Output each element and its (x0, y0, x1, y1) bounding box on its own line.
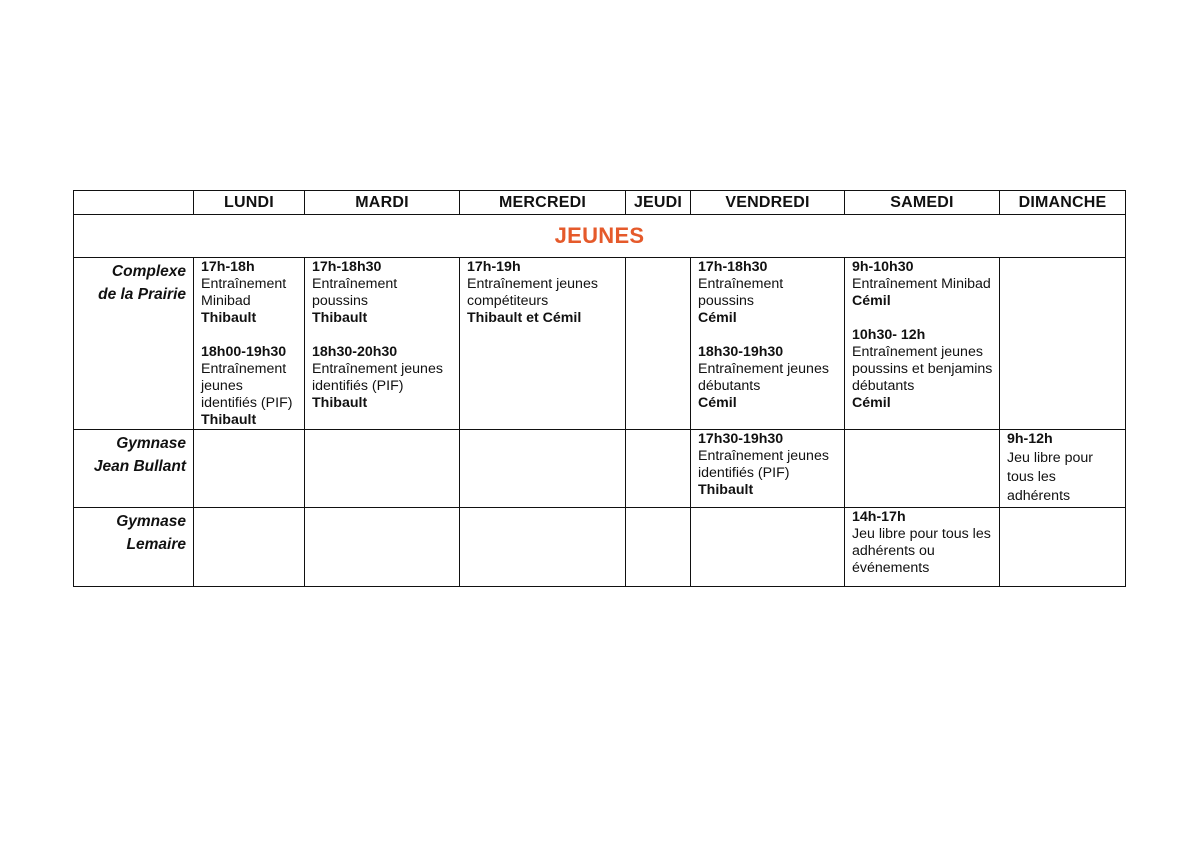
venue-name-line1: Gymnase (116, 435, 186, 452)
session-coach: Thibault et Cémil (467, 310, 582, 326)
session-coach: Cémil (852, 293, 891, 309)
session-time: 18h30-20h30 (312, 344, 398, 360)
venue-row-bullant (74, 430, 1126, 508)
session-block (201, 259, 298, 327)
session-coach: Thibault (698, 482, 754, 498)
session-desc: Entraînement jeunes débutants (698, 361, 829, 394)
venue-name-line2: de la Prairie (98, 286, 186, 303)
session-desc: Entraînement jeunes compétiteurs (467, 276, 598, 309)
session-desc: Entraînement jeunes identifiés (PIF) (698, 448, 829, 481)
cell-lemaire-dimanche (1000, 508, 1126, 587)
venue-name (74, 258, 194, 430)
session-time: 9h-12h (1007, 431, 1053, 447)
session-desc: Entraînement Minibad (852, 276, 991, 292)
cell-bullant-samedi (845, 430, 1000, 508)
session-coach: Cémil (698, 395, 737, 411)
day-header-mercredi: MERCREDI (460, 191, 626, 215)
session-time: 17h-18h (201, 259, 255, 275)
session-time: 17h-19h (467, 259, 521, 275)
venue-name-line1: Complexe (111, 263, 186, 280)
day-header-dimanche: DIMANCHE (1000, 191, 1126, 215)
session-time: 14h-17h (852, 509, 906, 525)
cell-lemaire-lundi (194, 508, 305, 587)
section-cell (74, 215, 1126, 258)
session-block (1007, 431, 1119, 506)
cell-prairie-mardi (305, 258, 460, 430)
session-desc: Entraînement jeunes poussins et benjamins débutants (852, 344, 993, 394)
session-block (698, 344, 838, 412)
cell-prairie-lundi (194, 258, 305, 430)
cell-prairie-mercredi (460, 258, 626, 430)
cell-bullant-vendredi (691, 430, 845, 508)
session-time: 9h-10h30 (852, 259, 914, 275)
session-block (698, 259, 838, 327)
day-header-vendredi: VENDREDI (691, 191, 845, 215)
day-header-samedi: SAMEDI (845, 191, 1000, 215)
cell-prairie-jeudi (626, 258, 691, 430)
session-time: 17h-18h30 (698, 259, 768, 275)
session-coach: Thibault (201, 412, 257, 428)
session-block (312, 259, 453, 327)
cell-bullant-mercredi (460, 430, 626, 508)
cell-bullant-lundi (194, 430, 305, 508)
session-time: 18h00-19h30 (201, 344, 287, 360)
cell-bullant-dimanche (1000, 430, 1126, 508)
session-coach: Cémil (698, 310, 737, 326)
day-header-mardi: MARDI (305, 191, 460, 215)
session-desc: Entraînement poussins (312, 276, 398, 309)
venue-name-line2: Jean Bullant (93, 458, 186, 475)
session-coach: Thibault (201, 310, 257, 326)
cell-lemaire-vendredi (691, 508, 845, 587)
cell-bullant-jeudi (626, 430, 691, 508)
cell-prairie-dimanche (1000, 258, 1126, 430)
day-header-lundi: LUNDI (194, 191, 305, 215)
session-block (852, 509, 993, 577)
cell-lemaire-jeudi (626, 508, 691, 587)
day-header-jeudi: JEUDI (626, 191, 691, 215)
session-desc: Entraînement jeunes identifiés (PIF) (201, 361, 293, 411)
session-coach: Thibault (312, 310, 368, 326)
venue-name (74, 508, 194, 587)
section-row (74, 215, 1126, 258)
cell-lemaire-mardi (305, 508, 460, 587)
venue-name (74, 430, 194, 508)
session-block (312, 344, 453, 412)
cell-bullant-mardi (305, 430, 460, 508)
header-row (74, 191, 1126, 215)
session-block (467, 259, 619, 327)
session-block (852, 327, 993, 412)
section-title: JEUNES (554, 223, 645, 248)
session-desc: Entraînement poussins (698, 276, 784, 309)
venue-row-lemaire (74, 508, 1126, 587)
cell-prairie-vendredi (691, 258, 845, 430)
corner-cell (74, 191, 194, 215)
session-desc: Jeu libre pour tous les adhérents ou événements (852, 526, 991, 576)
venue-name-line2: Lemaire (126, 536, 186, 553)
schedule-table (73, 190, 1126, 587)
session-time: 10h30- 12h (852, 327, 926, 343)
session-desc: Entraînement jeunes identifiés (PIF) (312, 361, 443, 394)
session-time: 17h30-19h30 (698, 431, 784, 447)
session-coach: Cémil (852, 395, 891, 411)
venue-name-line1: Gymnase (116, 513, 186, 530)
cell-lemaire-samedi (845, 508, 1000, 587)
session-block (201, 344, 298, 429)
session-block (698, 431, 838, 499)
session-block (852, 259, 993, 310)
session-time: 17h-18h30 (312, 259, 382, 275)
venue-row-prairie (74, 258, 1126, 430)
session-desc: Entraînement Minibad (201, 276, 287, 309)
session-desc: Jeu libre pour tous les adhérents (1007, 450, 1093, 504)
session-coach: Thibault (312, 395, 368, 411)
session-time: 18h30-19h30 (698, 344, 784, 360)
cell-prairie-samedi (845, 258, 1000, 430)
cell-lemaire-mercredi (460, 508, 626, 587)
